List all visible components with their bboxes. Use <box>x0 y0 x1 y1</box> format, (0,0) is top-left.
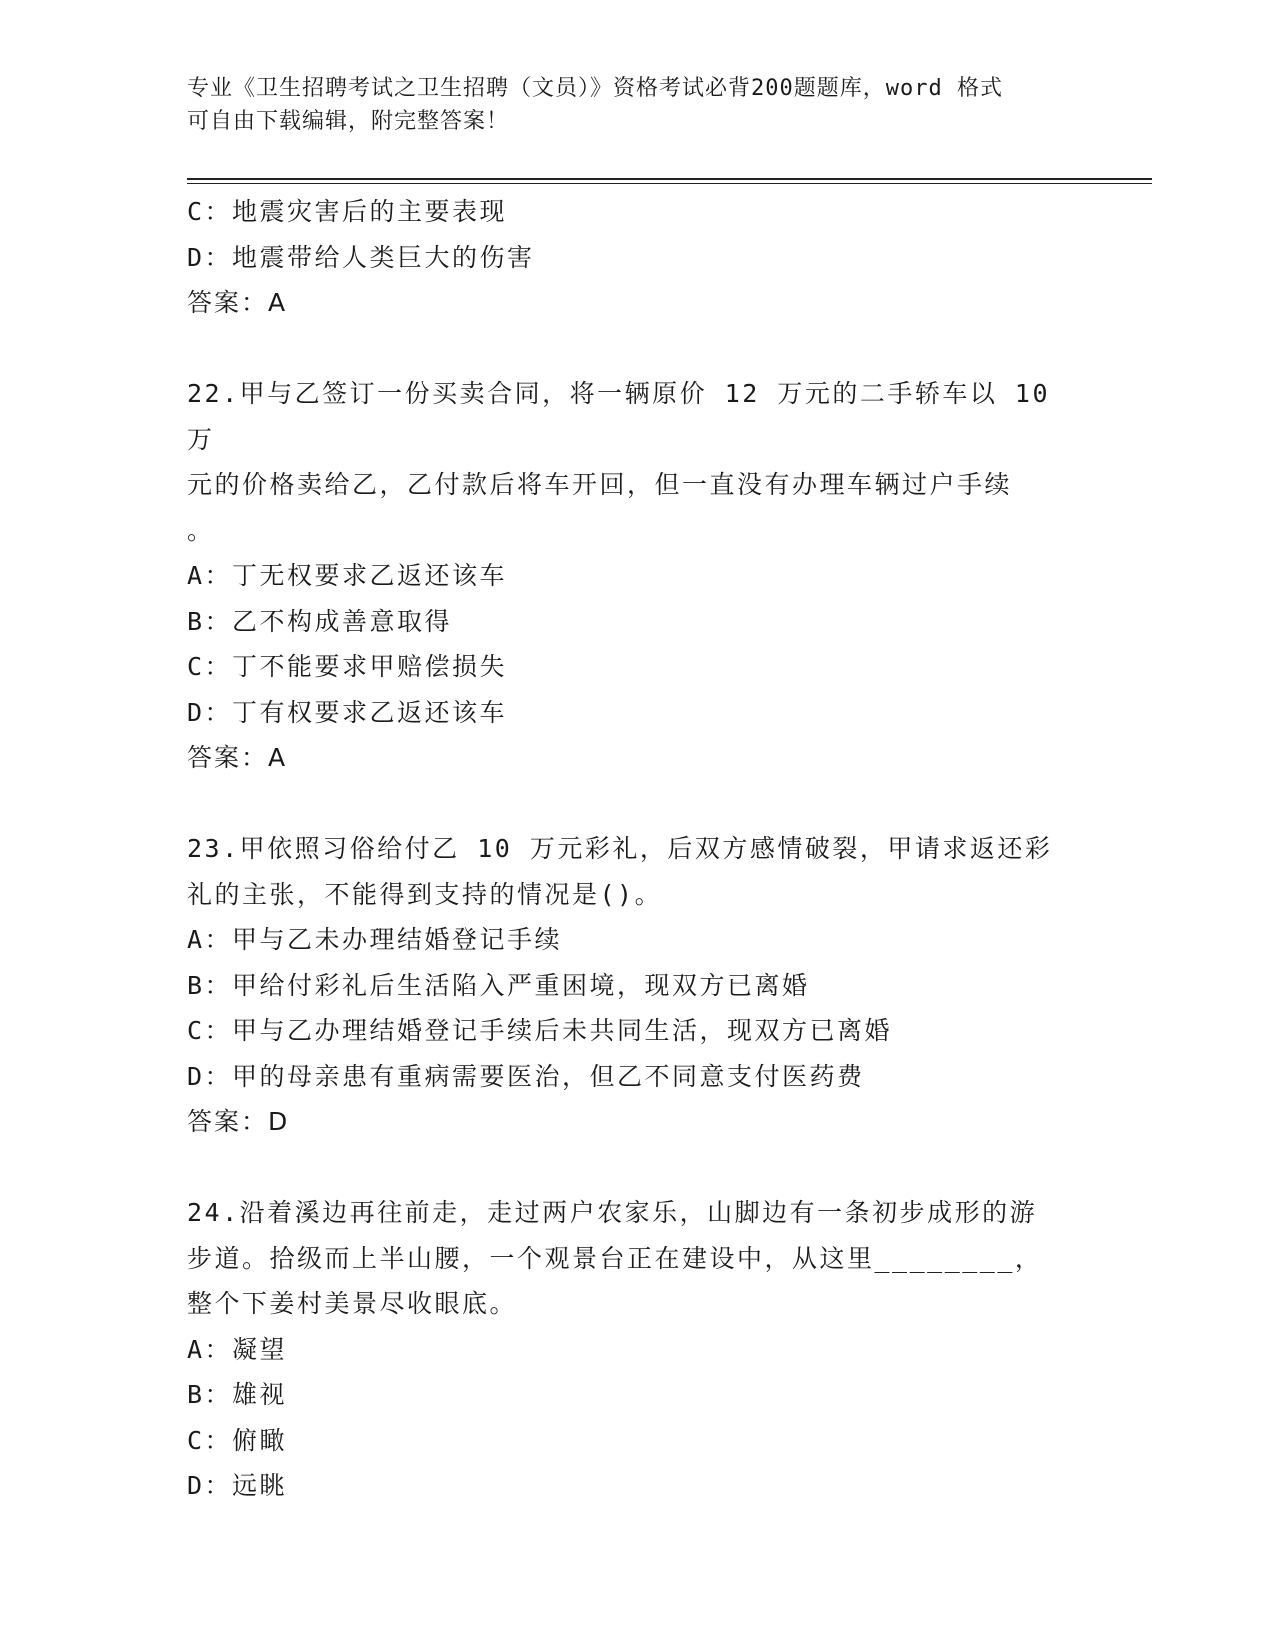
option-d: D：甲的母亲患有重病需要医治，但乙不同意支付医药费 <box>187 1061 865 1091</box>
question-text-line: 。 <box>187 515 215 545</box>
option-c: C：甲与乙办理结婚登记手续后未共同生活，现双方已离婚 <box>187 1016 893 1045</box>
question-text-line: 22.甲与乙签订一份买卖合同，将一辆原价 12 万元的二手轿车以 10 万 <box>187 379 1051 454</box>
option-b: B：雄视 <box>187 1380 288 1409</box>
header-divider-thin <box>187 183 1152 184</box>
question-21-tail <box>187 189 1077 326</box>
answer-line: 答案：D <box>187 1107 290 1136</box>
option-d: D：地震带给人类巨大的伤害 <box>187 242 535 272</box>
header-divider-thick <box>187 178 1152 180</box>
answer-line: 答案：A <box>187 743 288 772</box>
option-d: D：丁有权要求乙返还该车 <box>187 697 508 727</box>
option-c: C：丁不能要求甲赔偿损失 <box>187 652 508 681</box>
question-23 <box>187 826 1077 1145</box>
answer-line: 答案：A <box>187 288 288 317</box>
option-c: C：俯瞰 <box>187 1425 288 1455</box>
question-22 <box>187 371 1077 781</box>
option-b: B：甲给付彩礼后生活陷入严重困境，现双方已离婚 <box>187 970 810 1000</box>
option-c: C：地震灾害后的主要表现 <box>187 197 508 226</box>
question-text-line: 整个下姜村美景尽收眼底。 <box>187 1289 518 1318</box>
question-text-line: 步道。拾级而上半山腰，一个观景台正在建设中，从这里________， <box>187 1243 1043 1273</box>
spacer <box>187 326 1077 372</box>
option-a: A：丁无权要求乙返还该车 <box>187 561 508 590</box>
question-text-line: 元的价格卖给乙，乙付款后将车开回，但一直没有办理车辆过户手续 <box>187 470 1013 499</box>
spacer <box>187 1145 1077 1191</box>
option-d: D：远眺 <box>187 1471 288 1500</box>
header-title-line-1: 专业《卫生招聘考试之卫生招聘（文员）》资格考试必背200题题库，word 格式 <box>187 76 1003 101</box>
option-b: B：乙不构成善意取得 <box>187 606 453 636</box>
question-text-line: 24.沿着溪边再往前走，走过两户农家乐，山脚边有一条初步成形的游 <box>187 1198 1038 1227</box>
question-text-line: 礼的主张，不能得到支持的情况是()。 <box>187 879 663 909</box>
spacer <box>187 781 1077 827</box>
document-body <box>187 189 1077 1509</box>
question-24 <box>187 1190 1077 1509</box>
question-text-line: 23.甲依照习俗给付乙 10 万元彩礼，后双方感情破裂，甲请求返还彩 <box>187 834 1053 863</box>
option-a: A：甲与乙未办理结婚登记手续 <box>187 925 563 954</box>
header-title-line-2: 可自由下载编辑，附完整答案！ <box>187 109 510 134</box>
document-header <box>187 72 1067 138</box>
option-a: A：凝望 <box>187 1334 288 1364</box>
